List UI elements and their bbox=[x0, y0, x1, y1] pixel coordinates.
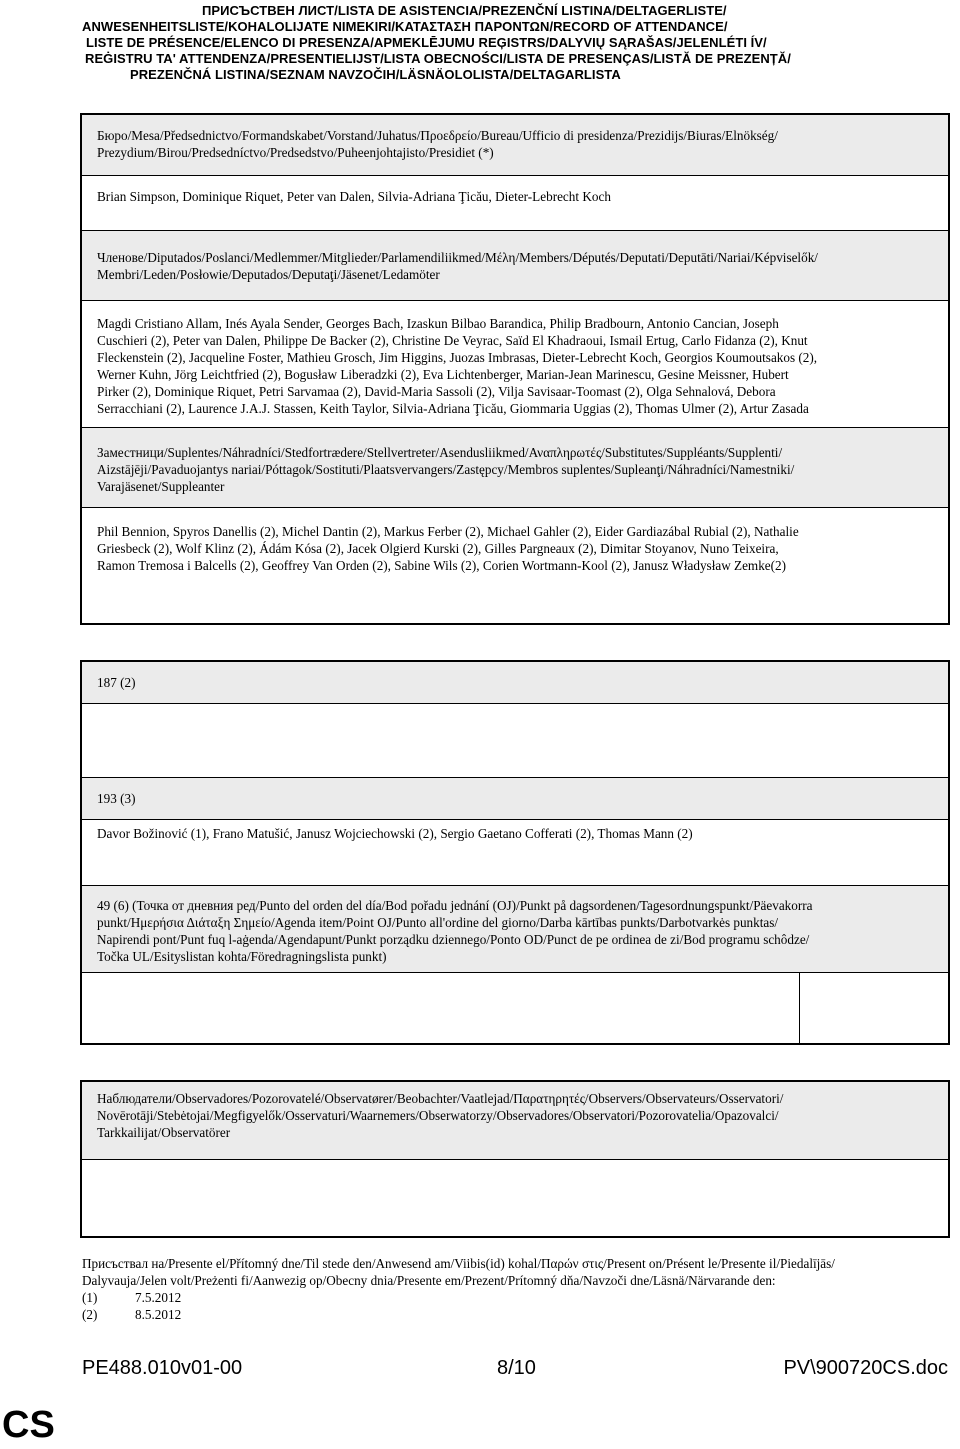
rule-193-row bbox=[82, 778, 948, 820]
file-reference: PV\900720CS.doc bbox=[783, 1357, 948, 1379]
substitutes-label: Заместници/Suplentes/Náhradníci/Stedfortrædere/Stellvertreter/Asendusliikmed/Αναπληρωτές/Substitutes/Suppléants/Supplenti/ bbox=[97, 445, 783, 460]
members-names-line: Werner Kuhn, Jörg Leichtfried (2), Bogusław Liberadzki (2), Eva Lichtenberger, Marian-Jean Marinescu, Gesine Meissner, Hubert bbox=[97, 367, 789, 382]
members-label: Членове/Diputados/Poslanci/Medlemmer/Mitglieder/Parlamendiliikmed/Μέλη/Members/Députés/Deputati/Deputāti/Nariai/Képviselők/ bbox=[97, 250, 818, 265]
rule-193-names-row bbox=[82, 820, 948, 886]
substitutes-label: Varajäsenet/Suppleanter bbox=[97, 479, 225, 494]
rule-187-names-row bbox=[82, 704, 948, 778]
date-number: (2) bbox=[82, 1307, 98, 1322]
substitutes-names-row bbox=[82, 508, 948, 574]
rule-49-text: 49 (6) (Точка от дневния ред/Punto del orden del día/Bod pořadu jednání (OJ)/Punkt på dagsordenen/Tagesordnungspunkt/Päevakorra bbox=[97, 898, 813, 913]
rule-49-names-cell bbox=[800, 973, 948, 1043]
rule-187-label: 187 (2) bbox=[97, 675, 136, 690]
rule-187-row bbox=[82, 662, 948, 704]
language-code: CS bbox=[2, 1404, 55, 1446]
title-line: ANWESENHEITSLISTE/KOHALOLIJATE NIMEKIRI/ΚΑΤΑΣΤΑΣΗ ΠΑΡΟΝΤΩΝ/RECORD OF ATTENDANCE/ bbox=[82, 19, 728, 34]
members-names-line: Magdi Cristiano Allam, Inés Ayala Sender, Georges Bach, Izaskun Bilbao Barandica, Philip Bradbourn, Antonio Cancian, Joseph bbox=[97, 316, 779, 331]
rule-49-text: punkt/Ημερήσια Διάταξη Σημείο/Agenda item/Point OJ/Punto all'ordine del giorno/Darba kārtības punkts/Darbotvarkės punktas/ bbox=[97, 915, 779, 930]
rule-49-item-cell bbox=[82, 973, 800, 1043]
substitutes-label-row bbox=[82, 428, 948, 508]
substitutes-names-line: Griesbeck (2), Wolf Klinz (2), Ádám Kósa (2), Jacek Olgierd Kurski (2), Gilles Pargneaux (2), Dimitar Stoyanov, Nuno Teixeira, bbox=[97, 541, 779, 556]
substitutes-label: Aizstājēji/Pavaduojantys nariai/Póttagok/Sostituti/Plaatsvervangers/Zastępcy/Membros suplentes/Supleanţi/Náhradníci/Namestniki/ bbox=[97, 462, 795, 477]
bureau-label: Бюро/Mesa/Předsednictvo/Formandskabet/Vorstand/Juhatus/Προεδρείο/Bureau/Ufficio di presidenza/Prezidijs/Biuras/Elnökség/ bbox=[97, 128, 778, 143]
members-table bbox=[80, 113, 950, 625]
title-line: LISTE DE PRÉSENCE/ELENCO DI PRESENZA/APMEKLĒJUMU REĢISTRS/DALYVIŲ SĄRAŠAS/JELENLÉTI ÍV/ bbox=[86, 35, 767, 50]
members-names-line: Pirker (2), Dominique Riquet, Petri Sarvamaa (2), David-Maria Sassoli (2), Vilja Savisaar-Toomast (2), Olga Sehnalová, Debora bbox=[97, 384, 776, 399]
members-label-row bbox=[82, 231, 948, 301]
title-line: PREZENČNÁ LISTINA/SEZNAM NAVZOČIH/LÄSNÄOLOLISTA/DELTAGARLISTA bbox=[130, 67, 621, 82]
date-entry bbox=[82, 1306, 956, 1323]
observers-table bbox=[80, 1080, 950, 1238]
substitutes-names-line: Phil Bennion, Spyros Danellis (2), Michel Dantin (2), Markus Ferber (2), Michael Gahler (2), Eider Gardiazábal Rubial (2), Nathalie bbox=[97, 524, 799, 539]
observers-label-row bbox=[82, 1082, 948, 1160]
attendance-dates-note bbox=[82, 1255, 956, 1323]
document-reference: PE488.010v01-00 bbox=[82, 1357, 243, 1379]
title-line: REĠISTRU TA' ATTENDENZA/PRESENTIELIJST/LISTA OBECNOŚCI/LISTA DE PRESENÇAS/LISTĂ DE PREZENȚĂ/ bbox=[85, 51, 791, 66]
rule-49-row bbox=[82, 886, 948, 973]
date-number: (1) bbox=[82, 1290, 98, 1305]
bureau-label-row bbox=[82, 115, 948, 176]
members-names-line: Cuschieri (2), Peter van Dalen, Philippe De Backer (2), Christine De Veyrac, Saïd El Khadraoui, Ismail Ertug, Carlo Fidanza (2), Knut bbox=[97, 333, 808, 348]
rule-49-text: Napirendi pont/Punt fuq l-aġenda/Agendapunt/Punkt porządku dziennego/Ponto OD/Punct de pe ordinea de zi/Bod programu schôdze/ bbox=[97, 932, 810, 947]
date-value: 8.5.2012 bbox=[135, 1307, 182, 1322]
rule-49-entries-row bbox=[82, 973, 948, 1043]
rule-193-names: Davor Božinović (1), Frano Matušić, Janusz Wojciechowski (2), Sergio Gaetano Cofferati (2), Thomas Mann (2) bbox=[97, 826, 693, 841]
present-on-label: Присъствал на/Presente el/Přítomný dne/Til stede den/Anwesend am/Viibis(id) kohal/Παρών στις/Present on/Présent le/Presente il/Piedalījās/ bbox=[82, 1256, 835, 1271]
rule-193-label: 193 (3) bbox=[97, 791, 136, 806]
title-line: ПРИСЪСТВЕН ЛИСТ/LISTA DE ASISTENCIA/PREZENČNÍ LISTINA/DELTAGERLISTE/ bbox=[202, 3, 727, 18]
page-number: 8/10 bbox=[497, 1357, 536, 1379]
members-names-line: Serracchiani (2), Laurence J.A.J. Stassen, Keith Taylor, Silvia-Adriana Ţicău, Giommaria Uggias (2), Thomas Ulmer (2), Artur Zasada bbox=[97, 401, 809, 416]
bureau-names-row bbox=[82, 176, 948, 231]
members-names-row bbox=[82, 301, 948, 428]
members-names-line: Fleckenstein (2), Jacqueline Foster, Mathieu Grosch, Jim Higgins, Juozas Imbrasas, Dieter-Lebrecht Koch, Georgios Koumoutsakos (2), bbox=[97, 350, 818, 365]
present-on-label: Dalyvauja/Jelen volt/Preżenti fi/Aanwezig op/Obecny dnia/Presente em/Prezent/Prítomný dňa/Navzoči dne/Läsnä/Närvarande den: bbox=[82, 1273, 776, 1288]
bureau-label: Prezydium/Birou/Predsedníctvo/Predsedstvo/Puheenjohtajisto/Presidiet (*) bbox=[97, 145, 494, 160]
substitutes-names-line: Ramon Tremosa i Balcells (2), Geoffrey Van Orden (2), Sabine Wils (2), Corien Wortmann-Kool (2), Janusz Władysław Zemke(2) bbox=[97, 558, 787, 573]
observers-label: Tarkkailijat/Observatörer bbox=[97, 1125, 231, 1140]
bureau-names: Brian Simpson, Dominique Riquet, Peter van Dalen, Silvia-Adriana Ţicău, Dieter-Lebrecht Koch bbox=[97, 189, 611, 204]
members-label: Membri/Leden/Posłowie/Deputados/Deputaţi/Jäsenet/Ledamöter bbox=[97, 267, 440, 282]
rule-49-text: Točka UL/Esityslistan kohta/Föredragningslista punkt) bbox=[97, 949, 387, 964]
date-value: 7.5.2012 bbox=[135, 1290, 182, 1305]
observers-label: Наблюдатели/Observadores/Pozorovatelé/Observatører/Beobachter/Vaatlejad/Παρατηρητές/Observers/Observateurs/Osservatori/ bbox=[97, 1091, 784, 1106]
rules-table bbox=[80, 660, 950, 1045]
page-footer bbox=[82, 1356, 948, 1380]
observers-label: Novērotāji/Stebėtojai/Megfigyelők/Osservaturi/Waarnemers/Obserwatorzy/Observadores/Observatori/Pozorovatelia/Opazovalci/ bbox=[97, 1108, 779, 1123]
attendance-sheet-title bbox=[82, 3, 942, 83]
date-entry bbox=[82, 1289, 956, 1306]
